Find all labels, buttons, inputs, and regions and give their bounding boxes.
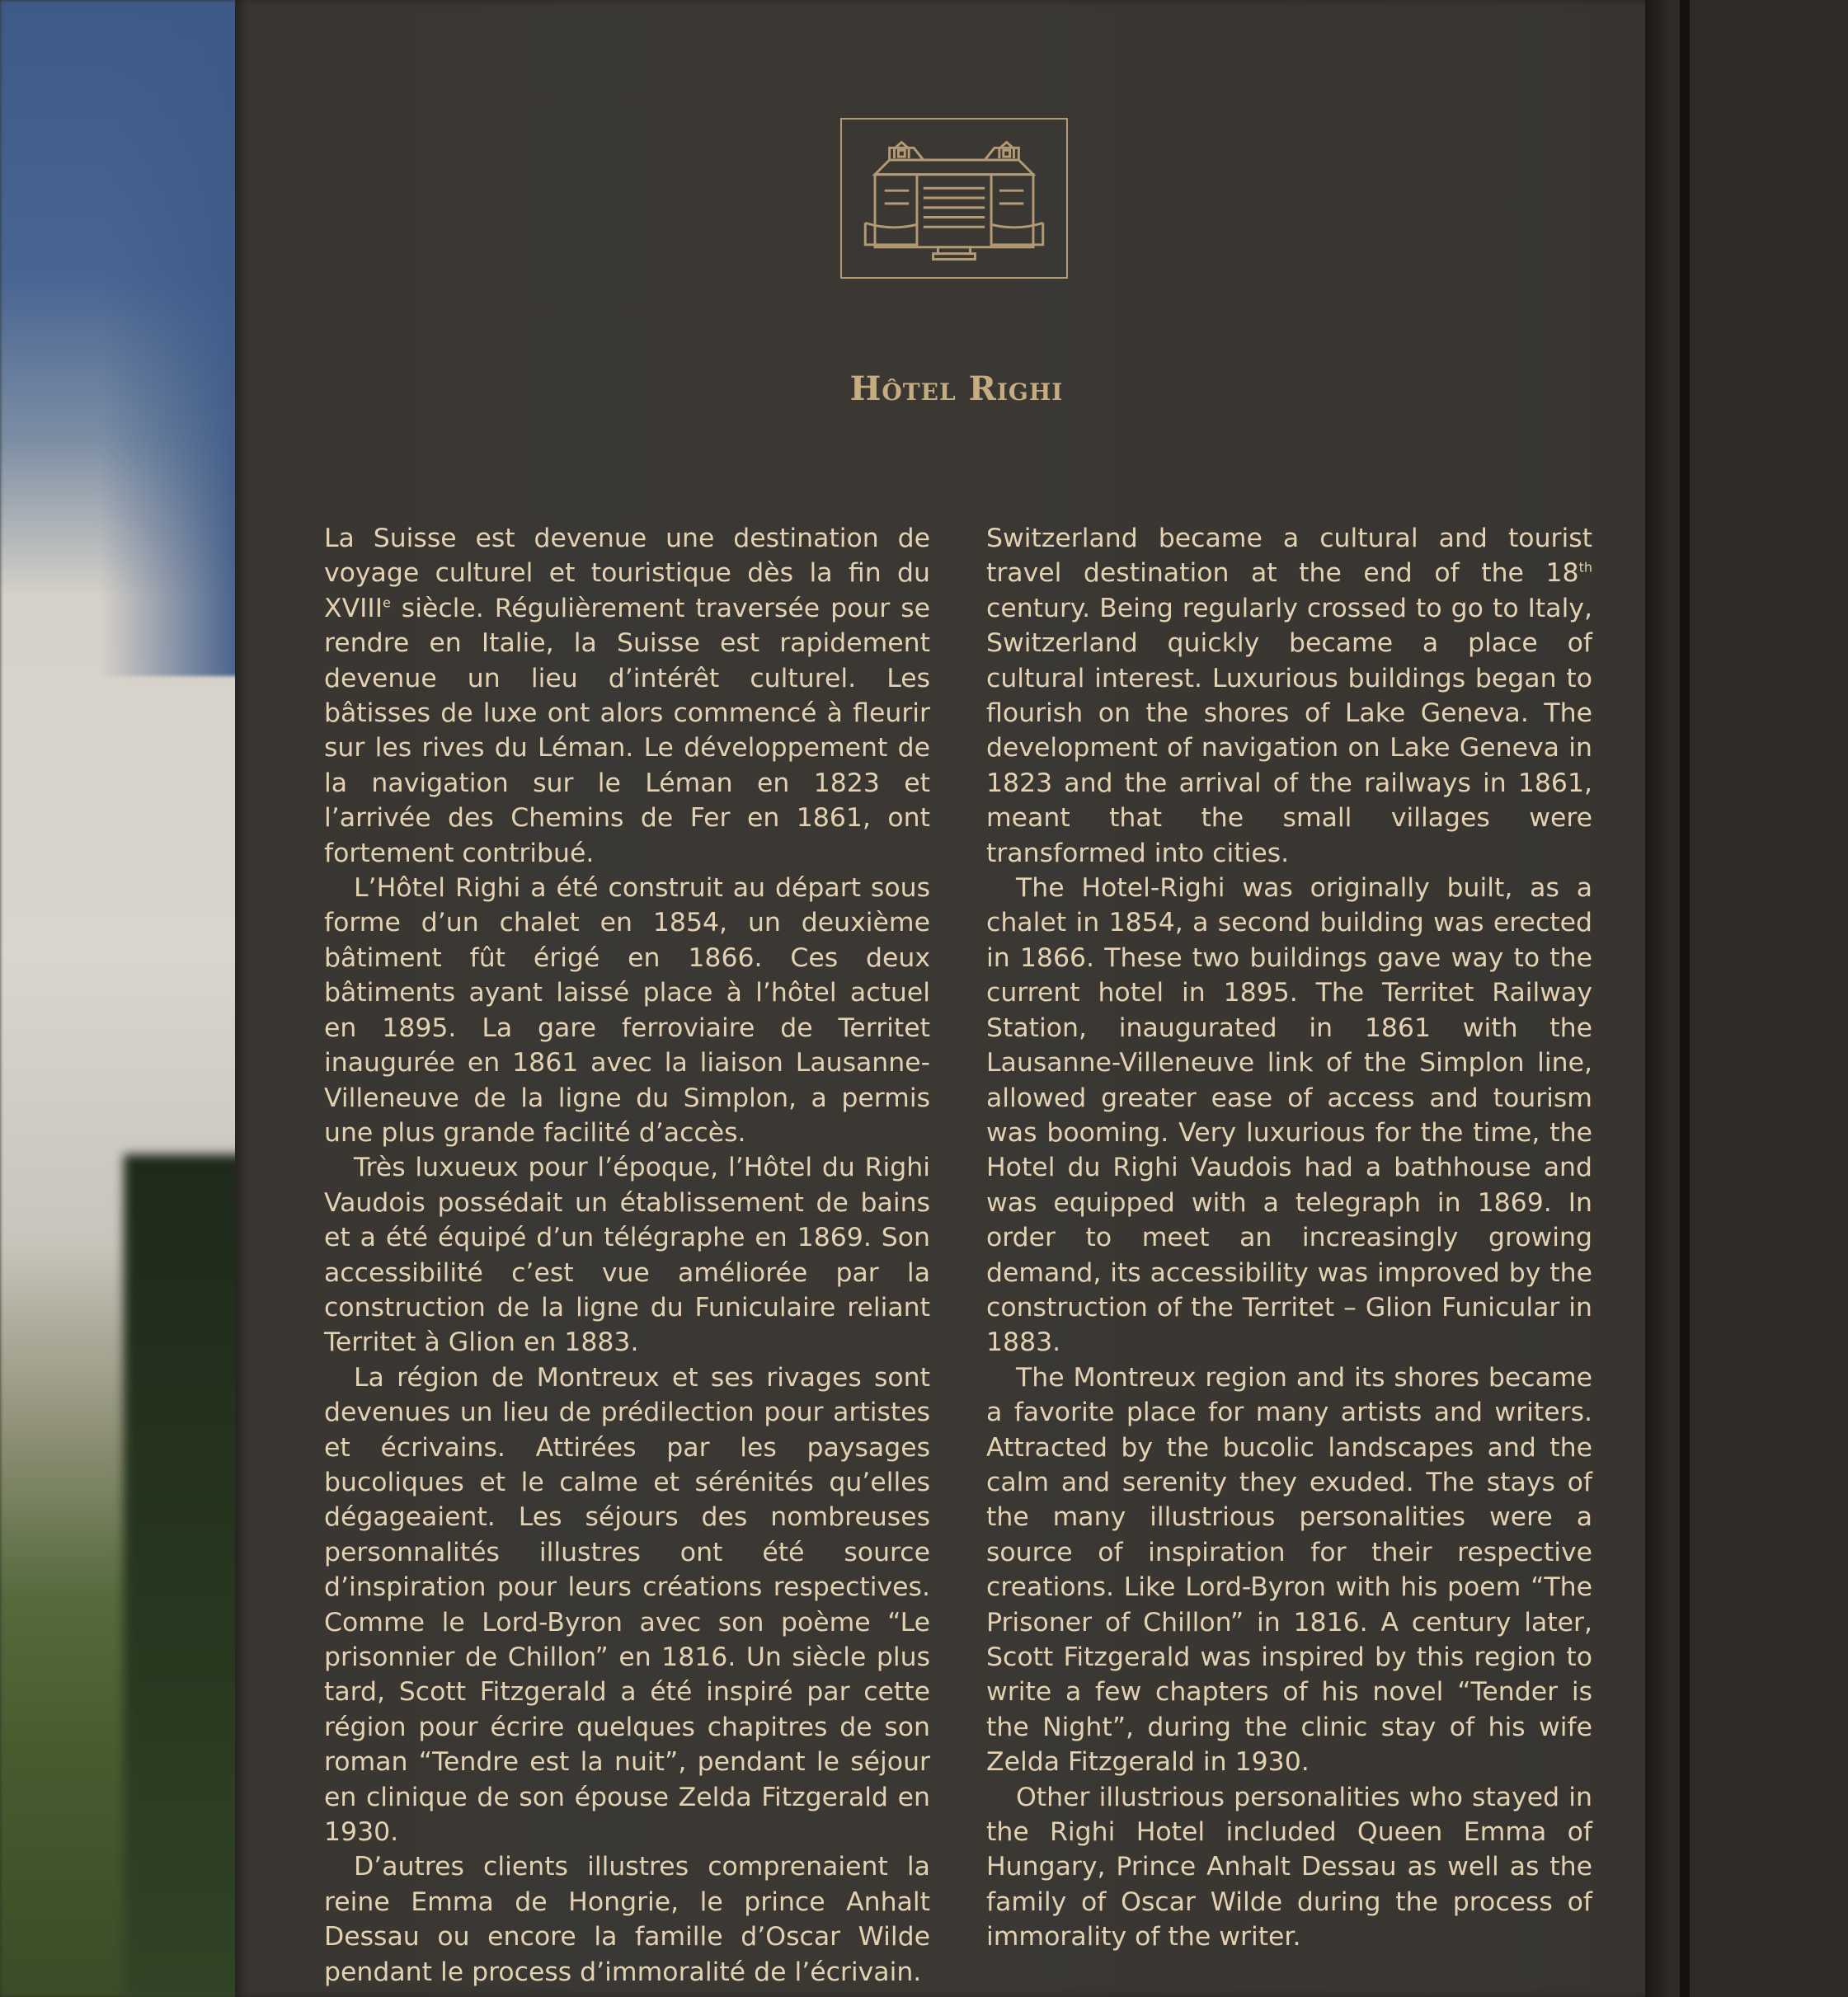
blurred-background-building — [0, 0, 247, 1997]
french-text-column — [324, 521, 930, 1990]
french-paragraph-4: La région de Montreux et ses rivages sont devenues un lieu de prédilection pour artistes et écrivains. Attirées par les paysages bucoliques et le calme et sérénités qu’elles dégageaient. Les séjours des nombreuses personnalités illustres ont été source d’inspiration pour leurs créations respectives. Comme le Lord-Byron avec son poème “Le prisonnier de Chillon” en 1816. Un siècle plus tard, Scott Fitzgerald a été inspiré par cette région pour écrire quelques chapitres de son roman “Tendre est la nuit”, pendant le séjour en clinique de son épouse Zelda Fitzgerald en 1930. — [324, 1362, 930, 1848]
page-title: Hôtel Righi — [849, 369, 1064, 408]
hotel-building-icon — [840, 118, 1068, 279]
french-paragraph-1: La Suisse est devenue une destination de voyage culturel et touristique dès la fin du XVIIIe siècle. Régulièrement traversée pour se rendre en Italie, la Suisse est rapidement devenue un lieu d’intérêt culturel. Les bâtisses de luxe ont alors commencé à fleurir sur les rives du Léman. Le développement de la navigation sur le Léman en 1823 et l’arrivée des Chemins de Fer en 1861, ont fortement contribué. — [324, 524, 930, 868]
english-paragraph-4: Other illustrious personalities who stayed in the Righi Hotel included Queen Emma of Hungary, Prince Anhalt Dessau as well as the family of Oscar Wilde during the process of immorality of the writer. — [986, 1782, 1592, 1952]
french-paragraph-2: L’Hôtel Righi a été construit au départ sous forme d’un chalet en 1854, un deuxième bâtiment fût érigé en 1866. Ces deux bâtiments ayant laissé place à l’hôtel actuel en 1895. La gare ferroviaire de Territet inaugurée en 1861 avec la liaison Lausanne-Villeneuve de la ligne du Simplon, a permis une plus grande facilité d’accès. — [324, 873, 930, 1148]
background-right-post — [1645, 0, 1848, 1997]
english-paragraph-2: The Hotel-Righi was originally built, as a chalet in 1854, a second building was erected in 1866. These two buildings gave way to the current hotel in 1895. The Territet Railway Station, inaugurated in 1861 with the Lausanne-Villeneuve link of the Simplon line, allowed greater ease of access and tourism was booming. Very luxurious for the time, the Hotel du Righi Vaudois had a bathhouse and was equipped with a telegraph in 1869. In order to meet an increasingly growing demand, its accessibility was improved by the construction of the Territet – Glion Funicular in 1883. — [986, 873, 1592, 1358]
english-text-column — [986, 521, 1592, 1955]
english-paragraph-1: Switzerland became a cultural and tourist travel destination at the end of the 18th century. Being regularly crossed to go to Italy, Switzerland quickly became a place of cultural interest. Luxurious buildings began to flourish on the shores of Lake Geneva. The development of navigation on Lake Geneva in 1823 and the arrival of the railways in 1861, meant that the small villages were transformed into cities. — [986, 524, 1592, 868]
english-paragraph-3: The Montreux region and its shores became a favorite place for many artists and writers. Attracted by the bucolic landscapes and the calm and serenity they exuded. The stays of the many illustrious personalities were a source of inspiration for their respective creations. Like Lord-Byron with his poem “The Prisoner of Chillon” in 1816. A century later, Scott Fitzgerald was inspired by this region to write a few chapters of his novel “Tender is the Night”, during the clinic stay of his wife Zelda Fitzgerald in 1930. — [986, 1362, 1592, 1778]
french-paragraph-3: Très luxueux pour l’époque, l’Hôtel du Righi Vaudois possédait un établissement de bains et a été équipé d’un télégraphe en 1869. Son accessibilité c’est vue améliorée par la construction de la ligne du Funiculaire reliant Territet à Glion en 1883. — [324, 1153, 930, 1358]
french-paragraph-5: D’autres clients illustres comprenaient la reine Emma de Hongrie, le prince Anhalt Dessau ou encore la famille d’Oscar Wilde pendant le process d’immoralité de l’écrivain. — [324, 1852, 930, 1987]
